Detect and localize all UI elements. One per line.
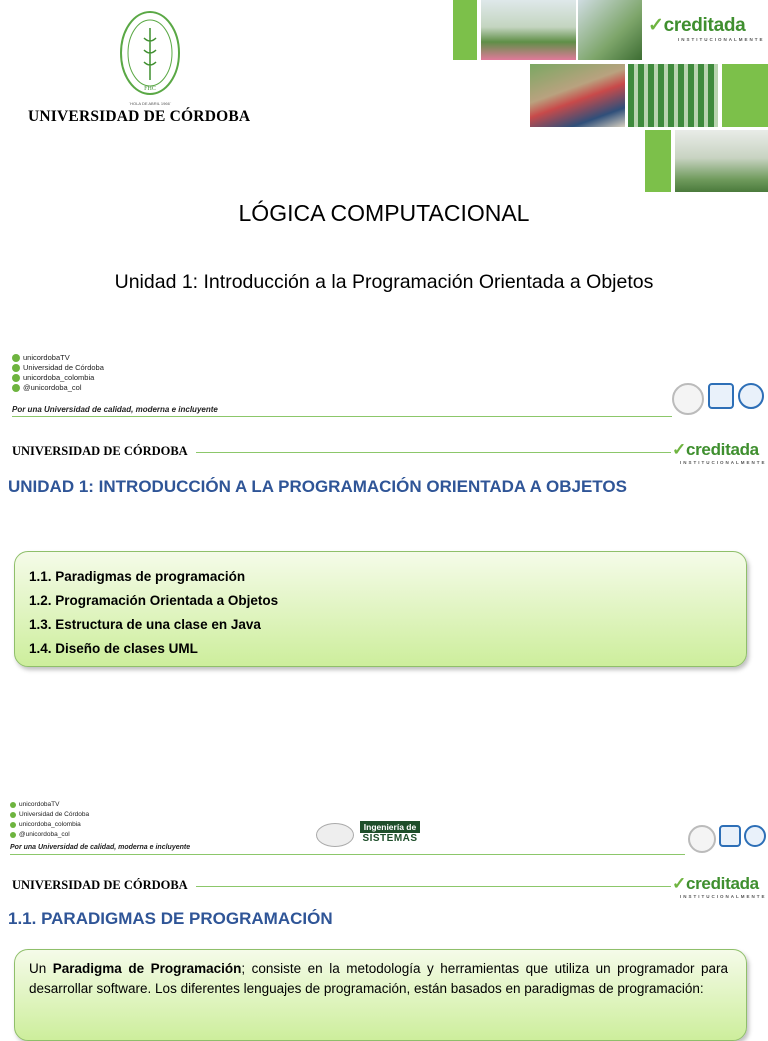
students-photo — [530, 64, 625, 127]
collage-block — [722, 64, 768, 127]
ingenieria-sistemas-logo — [360, 821, 420, 844]
definition-paragraph — [29, 959, 728, 999]
faculty-seal-icon — [316, 823, 354, 847]
paragraph-text: Un — [29, 961, 53, 976]
topic-item[interactable]: 1.3. Estructura de una clase en Java — [29, 617, 261, 632]
instagram-icon — [10, 822, 16, 828]
instagram-icon — [12, 374, 20, 382]
cover-title: LÓGICA COMPUTACIONAL — [238, 200, 530, 226]
section-title: 1.1. PARADIGMAS DE PROGRAMACIÓN — [8, 909, 333, 928]
social-label: unicordobaTV — [23, 353, 70, 362]
ingenieria-line1: Ingeniería de — [360, 821, 420, 833]
social-item[interactable] — [10, 830, 89, 840]
paradigm-definition-box — [14, 949, 747, 1041]
certification-icontec-icon — [708, 383, 734, 409]
social-links — [12, 353, 104, 393]
twitter-icon — [12, 384, 20, 392]
social-label: unicordoba_colombia — [19, 821, 81, 828]
acreditada-text: creditada — [685, 440, 759, 459]
social-item[interactable] — [10, 800, 89, 810]
facebook-icon — [12, 364, 20, 372]
svg-text:FHC: FHC — [144, 86, 156, 92]
social-label: Universidad de Córdoba — [23, 363, 104, 372]
social-item[interactable] — [10, 810, 89, 820]
social-item[interactable] — [10, 820, 89, 830]
certification-seal-icon — [672, 383, 704, 415]
footer-divider — [12, 416, 672, 417]
certifications — [688, 825, 766, 853]
acreditada-subtitle: INSTITUCIONALMENTE — [678, 37, 765, 42]
social-label: @unicordoba_col — [23, 383, 82, 392]
social-item[interactable] — [12, 353, 104, 363]
cover-subtitle: Unidad 1: Introducción a la Programación Orientada a Objetos — [114, 271, 654, 293]
header-divider — [196, 886, 671, 887]
acreditada-subtitle: INSTITUCIONALMENTE — [680, 460, 767, 465]
acreditada-text: creditada — [685, 874, 759, 893]
plaza-photo — [675, 130, 768, 192]
acreditada-subtitle: INSTITUCIONALMENTE — [680, 894, 767, 899]
header-divider — [196, 452, 671, 453]
youtube-icon — [12, 354, 20, 362]
university-name: UNIVERSIDAD DE CÓRDOBA — [28, 108, 251, 125]
footer-divider — [10, 854, 685, 855]
collage-block — [645, 130, 671, 192]
acreditada-logo: ✓creditada INSTITUCIONALMENTE — [672, 874, 767, 899]
tagline: Por una Universidad de calidad, moderna e incluyente — [10, 844, 191, 851]
certification-iqnet-icon — [738, 383, 764, 409]
topic-item[interactable]: 1.2. Programación Orientada a Objetos — [29, 593, 279, 608]
paragraph-term: Paradigma de Programación — [52, 961, 242, 976]
ingenieria-line2: SISTEMAS — [362, 833, 418, 844]
acreditada-logo: ✓creditada INSTITUCIONALMENTE — [648, 15, 765, 42]
campus-photo — [578, 0, 642, 60]
topic-item[interactable]: 1.4. Diseño de clases UML — [29, 641, 198, 656]
social-item[interactable] — [12, 383, 104, 393]
youtube-icon — [10, 802, 16, 808]
slide-header-university: UNIVERSIDAD DE CÓRDOBA — [12, 444, 188, 458]
social-label: unicordobaTV — [19, 801, 60, 808]
campus-photo — [481, 0, 576, 60]
paragraph-text: ; consiste en la metodología y herramientas que utiliza un programador para desarrollar software. Los diferentes lenguajes de programación, están basados en paradigmas de programación: — [29, 961, 729, 996]
twitter-icon — [10, 832, 16, 838]
tagline: Por una Universidad de calidad, moderna e incluyente — [12, 405, 218, 414]
social-label: unicordoba_colombia — [23, 373, 95, 382]
slide-header-university: UNIVERSIDAD DE CÓRDOBA — [12, 878, 188, 892]
social-label: @unicordoba_col — [19, 831, 70, 838]
facebook-icon — [10, 812, 16, 818]
certification-icontec-icon — [719, 825, 741, 847]
unit-title: UNIDAD 1: INTRODUCCIÓN A LA PROGRAMACIÓN ORIENTADA A OBJETOS — [8, 477, 627, 496]
building-photo — [628, 64, 718, 127]
acreditada-logo: ✓creditada INSTITUCIONALMENTE — [672, 440, 767, 465]
seal-motto: ¨HOLA DE ABRIL 1966¨ — [128, 101, 172, 106]
social-label: Universidad de Córdoba — [19, 811, 90, 818]
social-links — [10, 800, 89, 840]
certification-iqnet-icon — [744, 825, 766, 847]
topics-box — [14, 551, 747, 667]
topic-item[interactable]: 1.1. Paradigmas de programación — [29, 569, 246, 584]
university-seal — [118, 10, 182, 100]
certification-seal-icon — [688, 825, 716, 853]
social-item[interactable] — [12, 373, 104, 383]
collage-block — [453, 0, 477, 60]
certifications — [672, 383, 764, 415]
social-item[interactable] — [12, 363, 104, 373]
acreditada-text: creditada — [663, 15, 746, 36]
